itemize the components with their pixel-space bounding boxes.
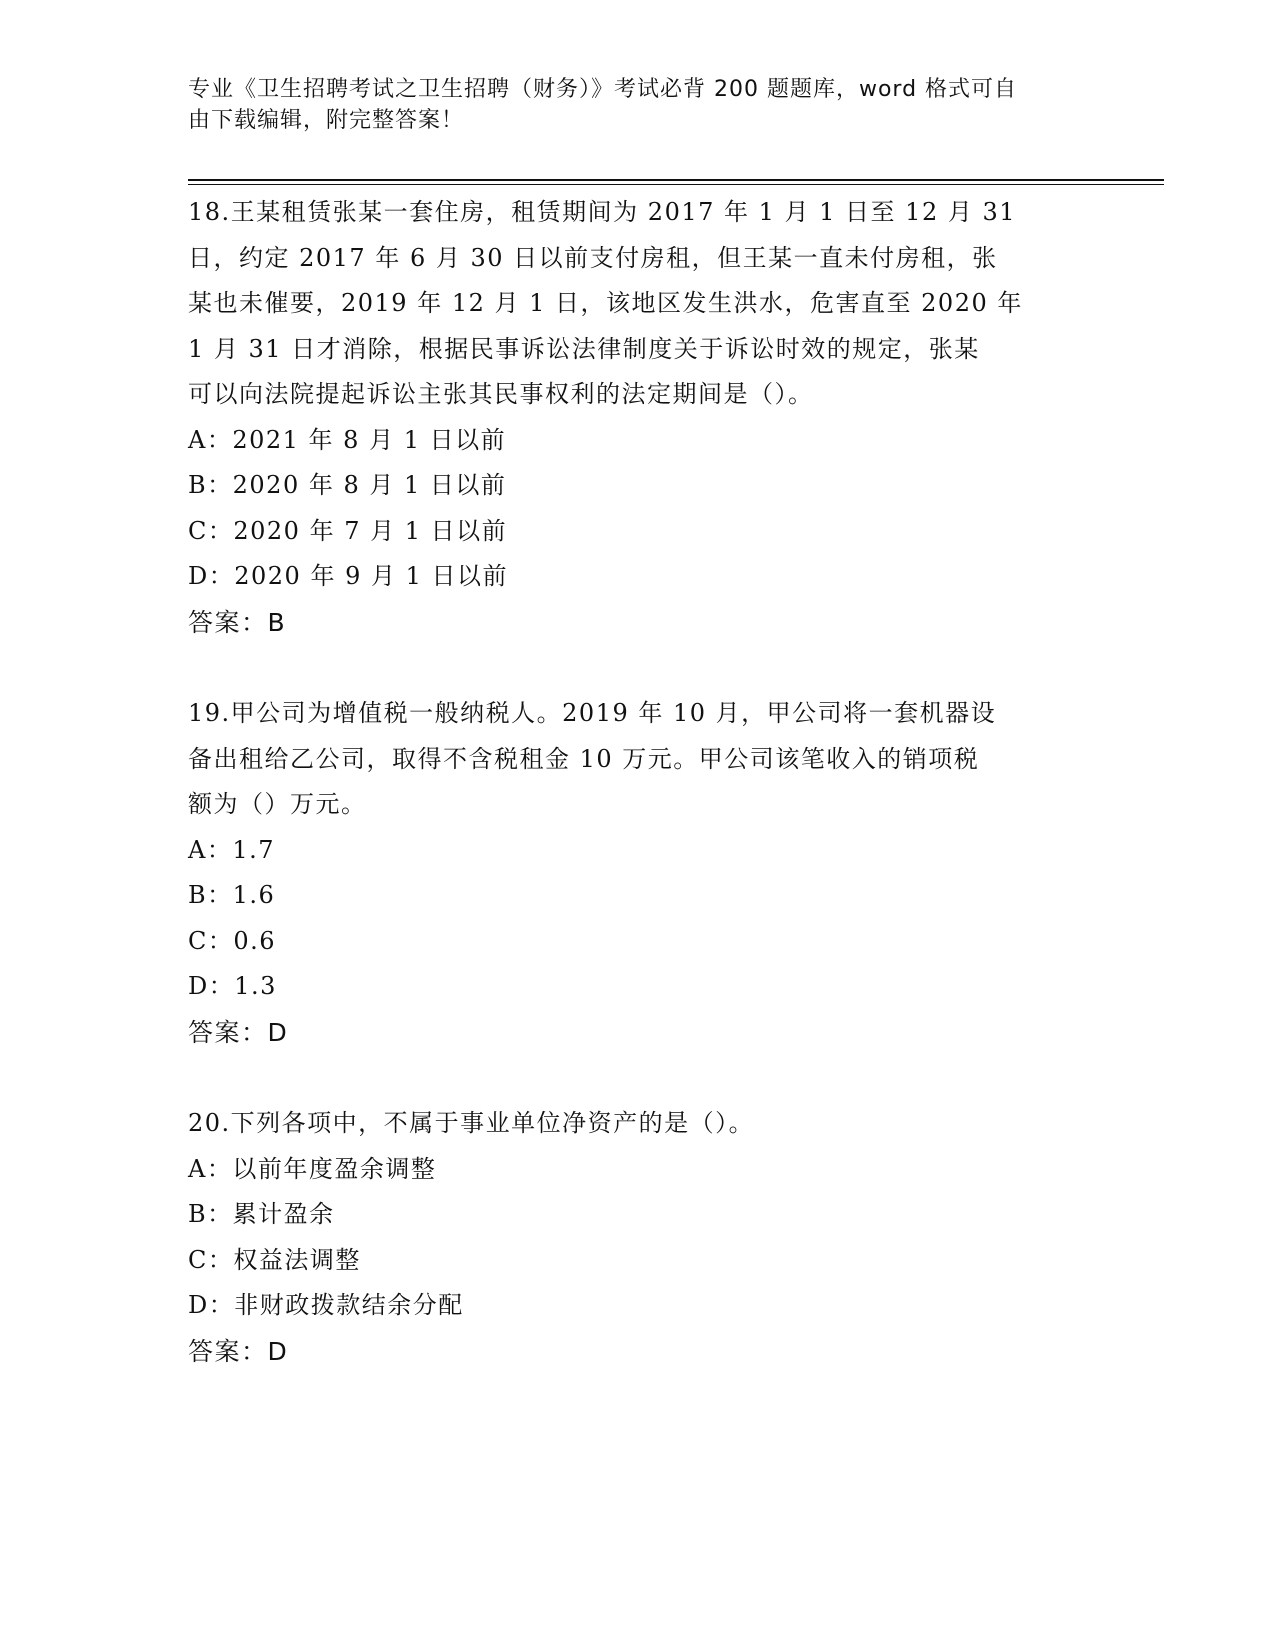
question-stem	[188, 1101, 1068, 1147]
question-spacer	[188, 645, 1088, 691]
header-line-1: 专业《卫生招聘考试之卫生招聘（财务）》考试必背 200 题题库，word 格式可自	[188, 77, 1018, 102]
document-header	[188, 74, 1068, 136]
stem-line: 20.下列各项中，不属于事业单位净资产的是（）。	[188, 1109, 755, 1137]
question-list	[188, 190, 1088, 1374]
option-a: A：2021 年 8 月 1 日以前	[188, 425, 507, 454]
option-d: D：2020 年 9 月 1 日以前	[188, 562, 509, 590]
question-spacer	[188, 1055, 1088, 1101]
stem-line: 可以向法院提起诉讼主张其民事权利的法定期间是（）。	[188, 380, 814, 408]
question-stem	[188, 691, 1068, 828]
option-b: B：累计盈余	[188, 1200, 335, 1228]
option-c: C：0.6	[188, 926, 277, 955]
option-c: C：2020 年 7 月 1 日以前	[188, 516, 508, 545]
answer-label: 答案：B	[188, 607, 287, 637]
question-20	[188, 1101, 1088, 1374]
question-stem	[188, 190, 1068, 418]
header-divider-thin	[188, 184, 1164, 185]
stem-line: 19.甲公司为增值税一般纳税人。2019 年 10 月，甲公司将一套机器设	[188, 699, 997, 727]
header-divider-thick	[188, 179, 1164, 181]
option-b: B：1.6	[188, 881, 276, 909]
answer-label: 答案：D	[188, 1017, 289, 1047]
option-c: C：权益法调整	[188, 1245, 361, 1274]
stem-line: 某也未催要，2019 年 12 月 1 日，该地区发生洪水，危害直至 2020 年	[188, 289, 1023, 317]
option-a: A：以前年度盈余调整	[188, 1154, 437, 1183]
header-line-2: 由下载编辑，附完整答案！	[188, 108, 465, 133]
option-d: D：1.3	[188, 972, 277, 1000]
option-d: D：非财政拨款结余分配	[188, 1291, 464, 1319]
stem-line: 备出租给乙公司，取得不含税租金 10 万元。甲公司该笔收入的销项税	[188, 744, 980, 773]
stem-line: 日，约定 2017 年 6 月 30 日以前支付房租，但王某一直未付房租，张	[188, 243, 998, 272]
question-18	[188, 190, 1088, 645]
question-19	[188, 691, 1088, 1055]
stem-line: 18.王某租赁张某一套住房，租赁期间为 2017 年 1 月 1 日至 12 月 31	[188, 198, 1017, 226]
stem-line: 额为（）万元。	[188, 790, 367, 818]
option-b: B：2020 年 8 月 1 日以前	[188, 471, 507, 499]
answer-label: 答案：D	[188, 1336, 289, 1366]
option-a: A：1.7	[188, 835, 275, 864]
stem-line: 1 月 31 日才消除，根据民事诉讼法律制度关于诉讼时效的规定，张某	[188, 334, 980, 363]
